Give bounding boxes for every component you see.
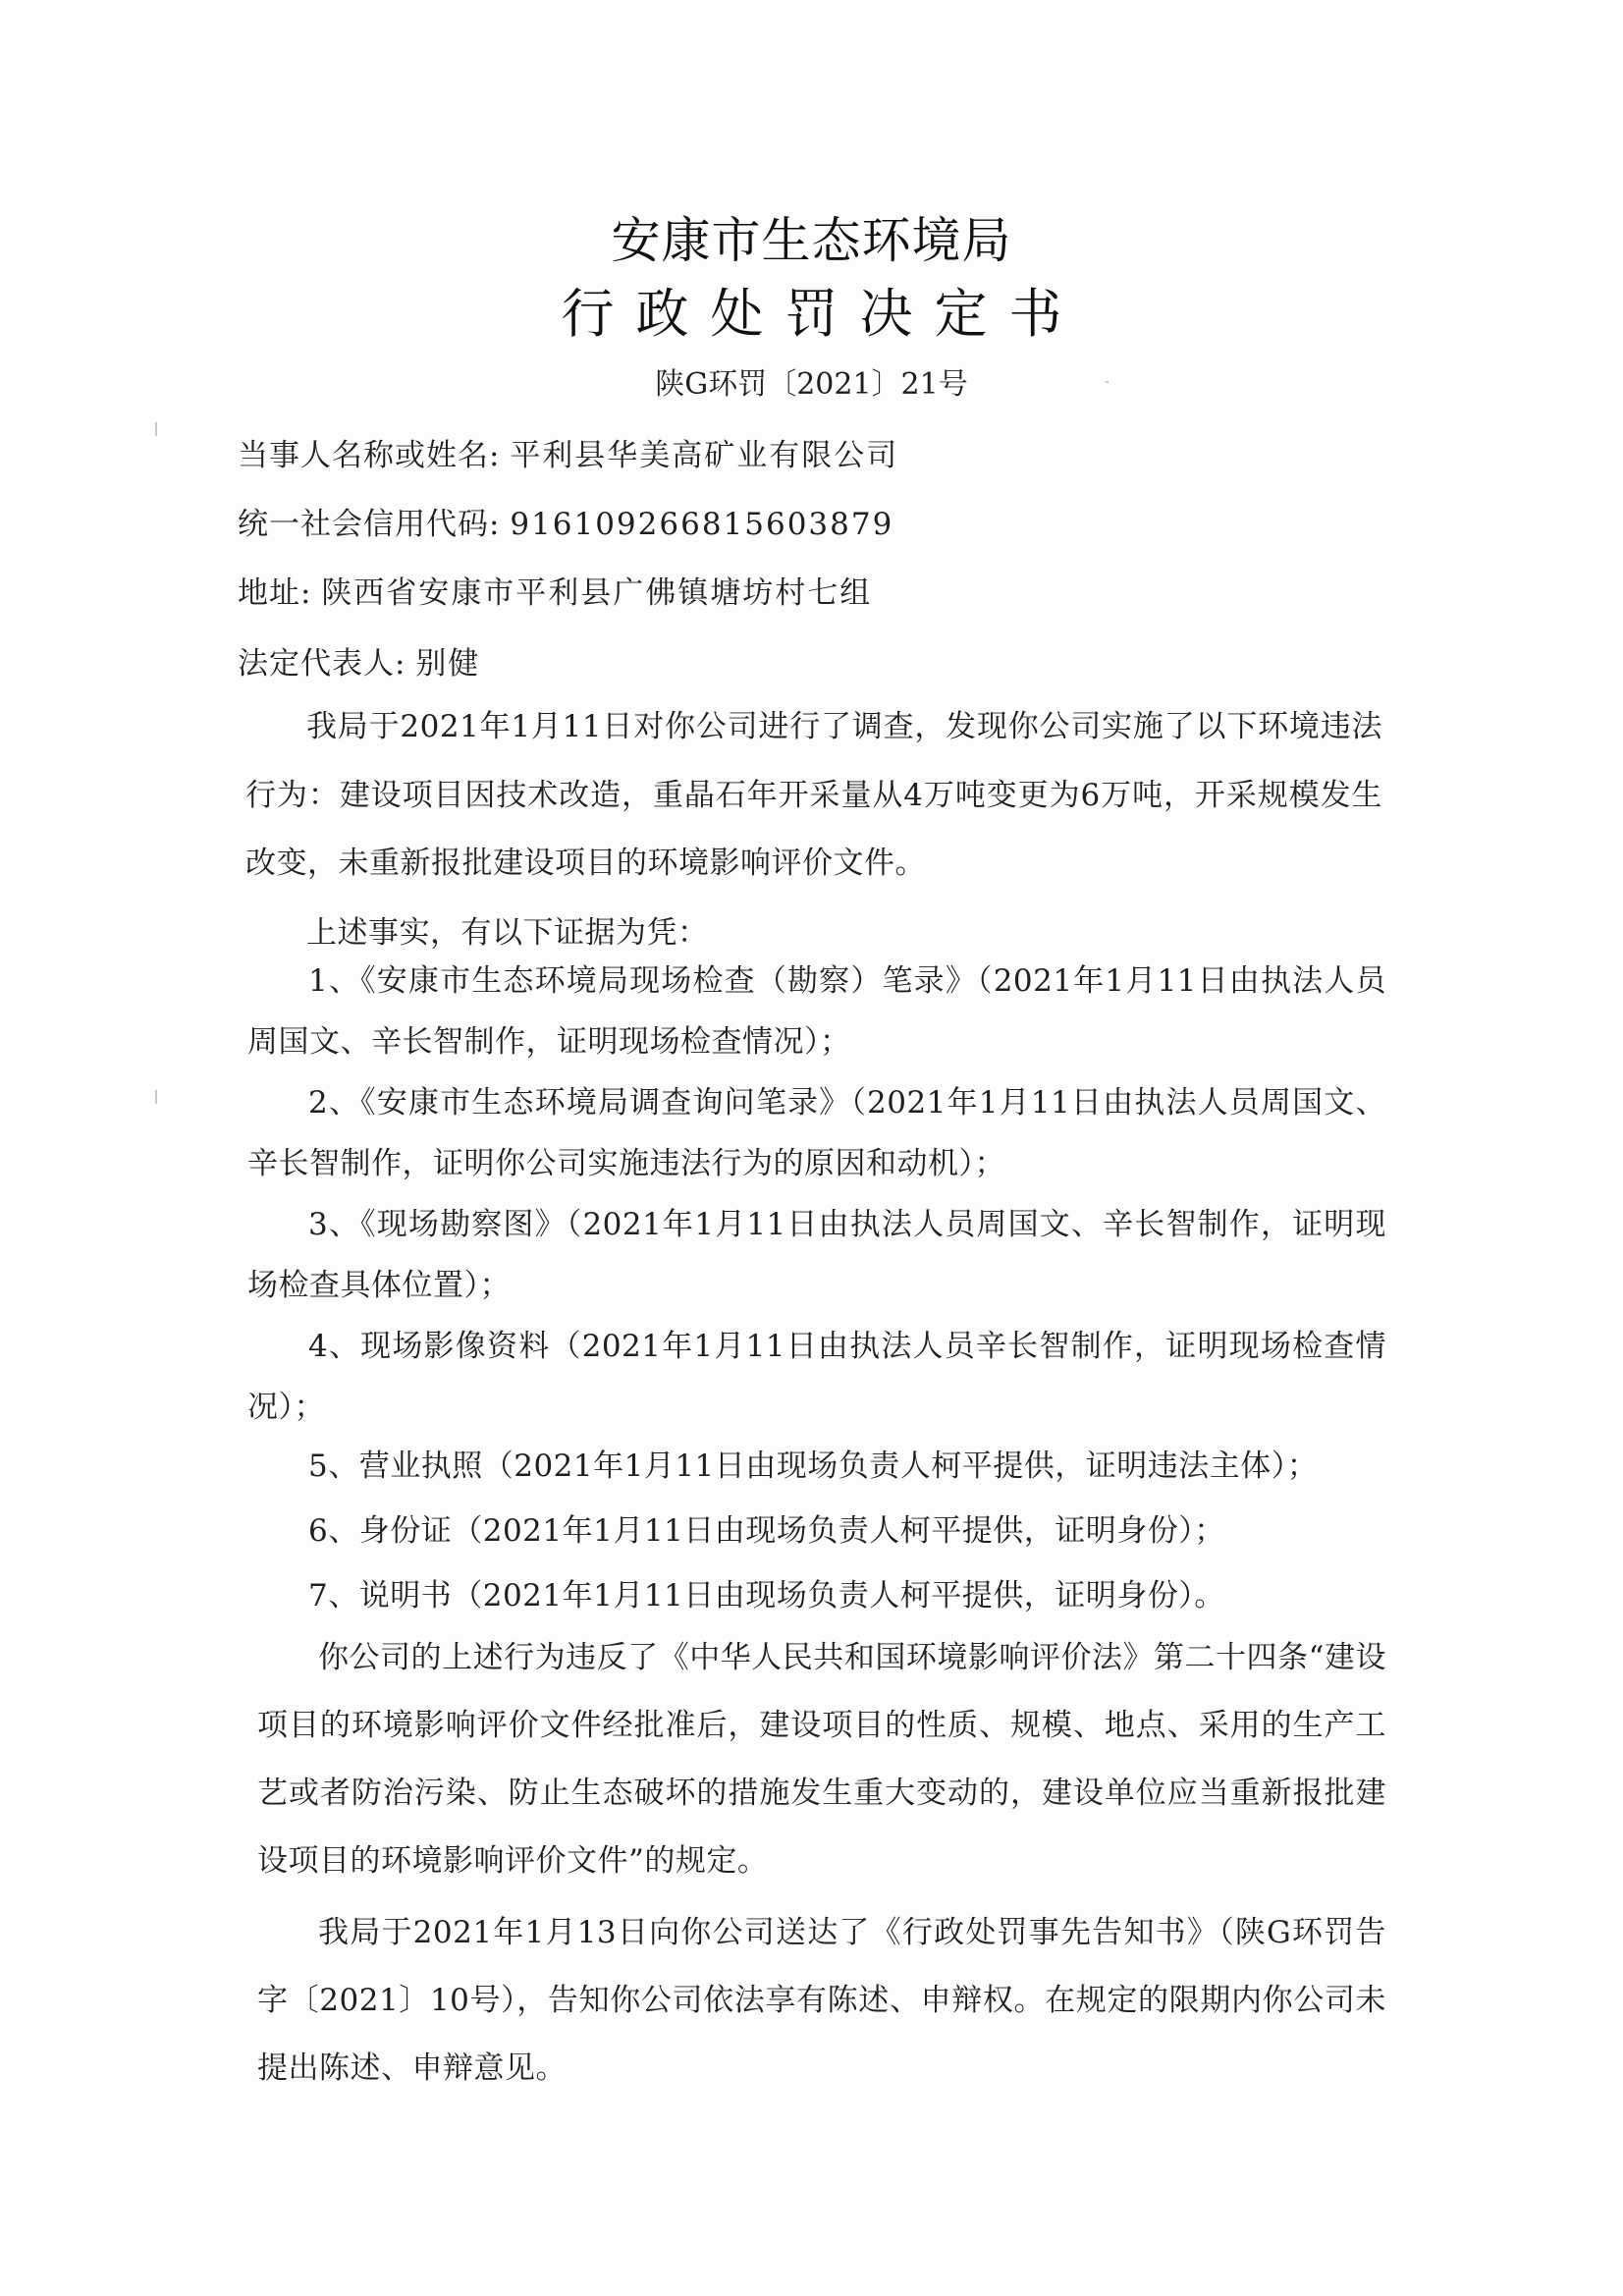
legal-representative-value: 别健 xyxy=(415,646,481,682)
evidence-item: 3、《现场勘察图》（2021年1月11日由执法人员周国文、辛长智制作，证明现场检查具体位置）； xyxy=(247,1207,1386,1303)
violation-paragraph: 你公司的上述行为违反了《中华人民共和国环境影响评价法》第二十四条“建设项目的环境影响评价文件经批准后，建设项目的性质、规模、地点、采用的生产工艺或者防治污染、防止生态破坏的措施发生重大变动的，建设单位应当重新报批建设项目的环境影响评价文件”的规定。 xyxy=(257,1640,1386,1879)
legal-representative-label: 法定代表人: xyxy=(238,646,406,682)
scan-artifact xyxy=(1106,381,1109,383)
document-type-title: 行政处罚决定书 xyxy=(561,283,1084,345)
credit-code-value: 91610926681560387​9 xyxy=(510,507,894,542)
evidence-item: 5、营业执照（2021年1月11日由现场负责人柯平提供，证明违法主体）； xyxy=(308,1449,1319,1484)
evidence-item: 2、《安康市生态环境局调查询问笔录》（2021年1月11日由执法人员周国文、辛长智制作，证明你公司实施违法行为的原因和动机）； xyxy=(247,1085,1386,1181)
credit-code-field xyxy=(238,503,1396,546)
notice-paragraph: 我局于2021年1月13日向你公司送达了《行政处罚事先告知书》（陕G环罚告字〔2021〕10号），告知你公司依法享有陈述、申辩权。在规定的限期内你公司未提出陈述、申辩意见。 xyxy=(257,1915,1386,2086)
evidence-item: 1、《安康市生态环境局现场检查（勘察）笔录》（2021年1月11日由执法人员周国文、辛长智制作，证明现场检查情况）； xyxy=(247,963,1386,1060)
legal-representative-field xyxy=(238,642,1396,685)
evidence-item: 6、身份证（2021年1月11日由现场负责人柯平提供，证明身份）； xyxy=(308,1513,1225,1549)
investigation-paragraph: 我局于2021年1月11日对你公司进行了调查，发现你公司实施了以下环境违法行为：建设项目因技术改造，重晶石年开采量从4万吨变更为6万吨，开采规模发生改变，未重新报批建设项目的环境影响评价文件。 xyxy=(245,709,1382,881)
credit-code-label: 统一社会信用代码: xyxy=(238,507,501,542)
address-field xyxy=(238,572,1396,615)
address-value: 陕西省安康市平利县广佛镇塘坊村七组 xyxy=(321,575,873,611)
evidence-item: 7、说明书（2021年1月11日由现场负责人柯平提供，证明身份）。 xyxy=(308,1578,1225,1613)
party-name-field xyxy=(238,434,1396,477)
party-name-value: 平利县华美高矿业有限公司 xyxy=(510,438,899,473)
agency-title: 安康市生态环境局 xyxy=(611,212,1012,269)
address-label: 地址: xyxy=(238,575,312,611)
scan-artifact xyxy=(155,422,157,436)
document-number: 陕G环罚〔2021〕21号 xyxy=(655,367,968,402)
scan-artifact xyxy=(155,1090,157,1104)
evidence-heading: 上述事实，有以下证据为凭： xyxy=(306,915,709,951)
party-name-label: 当事人名称或姓名: xyxy=(238,438,501,473)
evidence-item: 4、现场影像资料（2021年1月11日由执法人员辛长智制作，证明现场检查情况）； xyxy=(247,1329,1386,1425)
